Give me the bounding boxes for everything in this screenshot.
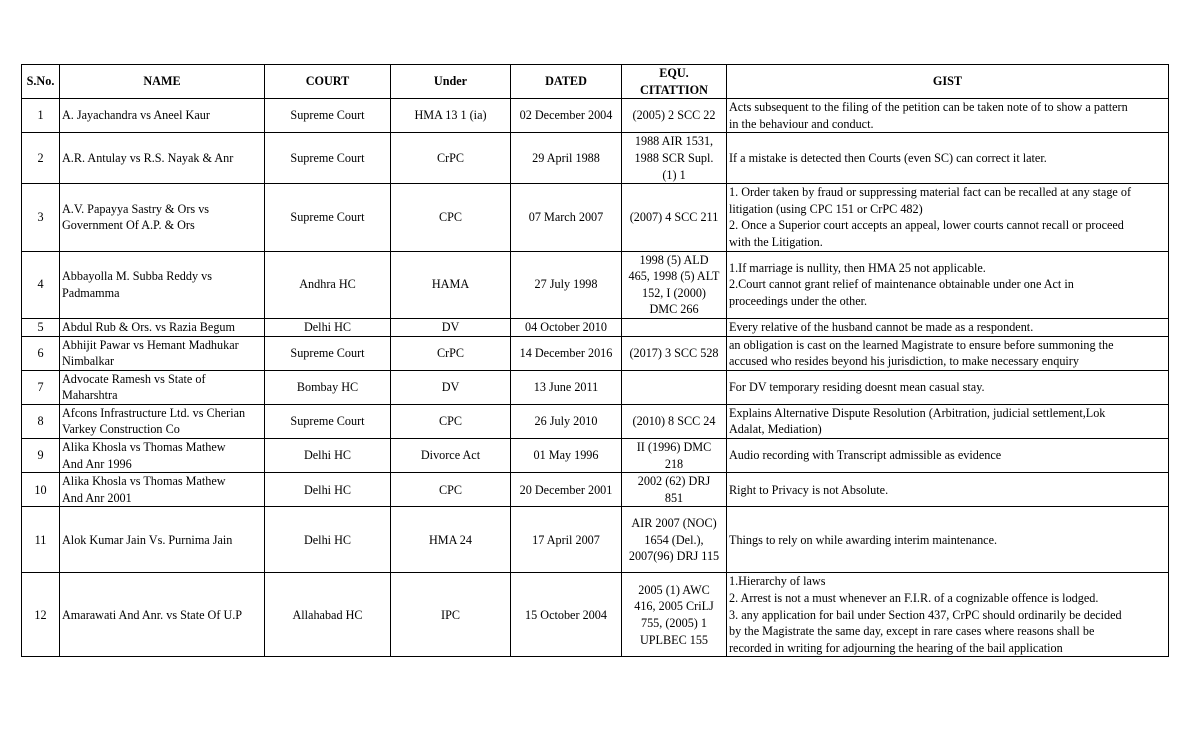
cell-court: Delhi HC: [265, 507, 391, 573]
cell-court: Supreme Court: [265, 184, 391, 251]
cell-name: [60, 473, 265, 507]
cell-under: CrPC: [391, 336, 511, 370]
cell-citation: [622, 473, 727, 507]
cell-citation-line: (2010) 8 SCC 24: [632, 414, 716, 429]
cell-dated: 15 October 2004: [511, 573, 622, 657]
cell-citation-line: (2017) 3 SCC 528: [629, 345, 719, 360]
cell-citation-line: 1998 (5) ALD: [639, 252, 709, 267]
cell-dated: 14 December 2016: [511, 336, 622, 370]
cell-citation-line: (1) 1: [662, 167, 686, 182]
cell-name-line: Maharshtra: [62, 388, 118, 403]
cell-gist-line: accused who resides beyond his jurisdiction, to make necessary enquiry: [729, 354, 1079, 369]
cell-sno: 4: [22, 251, 60, 318]
cell-gist: [727, 573, 1169, 657]
cell-name-line: Government Of A.P. & Ors: [62, 218, 195, 233]
cell-gist-line: 2.Court cannot grant relief of maintenance obtainable under one Act in: [729, 277, 1074, 292]
cell-dated: 26 July 2010: [511, 404, 622, 438]
cell-under: DV: [391, 318, 511, 336]
cell-gist-line: Right to Privacy is not Absolute.: [729, 482, 889, 497]
cell-court: Delhi HC: [265, 318, 391, 336]
cell-gist-line: Things to rely on while awarding interim maintenance.: [729, 532, 998, 547]
cell-citation: [622, 507, 727, 573]
cell-name-line: Alika Khosla vs Thomas Mathew: [62, 474, 226, 489]
cell-sno: 2: [22, 133, 60, 184]
cell-sno: 1: [22, 99, 60, 133]
cell-name-line: Alika Khosla vs Thomas Mathew: [62, 440, 226, 455]
header-court: COURT: [265, 65, 391, 99]
cell-gist-line: by the Magistrate the same day, except in rare cases where reasons shall be: [729, 624, 1095, 639]
cell-gist-line: an obligation is cast on the learned Magistrate to ensure before summoning the: [729, 337, 1114, 352]
cell-gist-line: 1. Order taken by fraud or suppressing material fact can be recalled at any stage of: [729, 185, 1132, 200]
cell-dated: 07 March 2007: [511, 184, 622, 251]
cell-name: [60, 404, 265, 438]
cell-gist: [727, 251, 1169, 318]
cell-gist-line: Adalat, Mediation): [729, 422, 822, 437]
cell-name: [60, 251, 265, 318]
cell-gist-line: with the Litigation.: [729, 234, 823, 249]
cell-sno: 6: [22, 336, 60, 370]
cell-court: Supreme Court: [265, 404, 391, 438]
table-row: [22, 251, 1169, 318]
cell-court: Allahabad HC: [265, 573, 391, 657]
cell-name-line: Varkey Construction Co: [62, 422, 180, 437]
cell-gist-line: 3. any application for bail under Section 437, CrPC should ordinarily be decided: [729, 607, 1122, 622]
cell-name: [60, 99, 265, 133]
cell-citation-line: (2007) 4 SCC 211: [629, 210, 719, 225]
cell-court: Delhi HC: [265, 473, 391, 507]
cell-name: [60, 318, 265, 336]
cell-gist: [727, 99, 1169, 133]
cell-citation: [622, 370, 727, 404]
cell-court: Supreme Court: [265, 99, 391, 133]
cell-gist-line: Explains Alternative Dispute Resolution (Arbitration, judicial settlement,Lok: [729, 405, 1106, 420]
cell-name: [60, 370, 265, 404]
cell-gist: [727, 370, 1169, 404]
cell-citation-line: 851: [664, 490, 684, 505]
cell-citation: [622, 133, 727, 184]
header-gist: GIST: [727, 65, 1169, 99]
cell-dated: 13 June 2011: [511, 370, 622, 404]
table-row: [22, 133, 1169, 184]
cell-citation-line: 2007(96) DRJ 115: [628, 549, 720, 564]
cell-court: Supreme Court: [265, 133, 391, 184]
cell-gist-line: If a mistake is detected then Courts (even SC) can correct it later.: [729, 150, 1047, 165]
cell-under: Divorce Act: [391, 439, 511, 473]
cell-dated: 17 April 2007: [511, 507, 622, 573]
cell-name-line: A.R. Antulay vs R.S. Nayak & Anr: [62, 150, 234, 165]
cell-citation: [622, 99, 727, 133]
cell-gist-line: For DV temporary residing doesnt mean casual stay.: [729, 379, 985, 394]
cell-name-line: Padmamma: [62, 285, 120, 300]
table-row: [22, 370, 1169, 404]
cell-gist-line: 2. Once a Superior court accepts an appeal, lower courts cannot recall or proceed: [729, 218, 1124, 233]
header-citation: [622, 65, 727, 99]
cell-citation-line: DMC 266: [649, 302, 699, 317]
table-row: [22, 439, 1169, 473]
cell-sno: 9: [22, 439, 60, 473]
cell-citation-line: AIR 2007 (NOC): [631, 516, 717, 531]
header-row: [22, 65, 1169, 99]
cell-name: [60, 573, 265, 657]
table-row: [22, 507, 1169, 573]
cell-name-line: And Anr 1996: [62, 456, 132, 471]
cell-name-line: Abbayolla M. Subba Reddy vs: [62, 269, 212, 284]
cell-name: [60, 336, 265, 370]
cell-citation: [622, 336, 727, 370]
cell-citation-line: 416, 2005 CriLJ: [634, 599, 714, 614]
cell-sno: 12: [22, 573, 60, 657]
cell-sno: 3: [22, 184, 60, 251]
header-citation-line: CITATTION: [640, 82, 708, 97]
cell-gist-line: in the behaviour and conduct.: [729, 116, 874, 131]
cell-citation-line: 1654 (Del.),: [644, 532, 704, 547]
cell-name-line: Abdul Rub & Ors. vs Razia Begum: [62, 319, 235, 334]
cell-name: [60, 439, 265, 473]
header-citation-line: EQU.: [659, 66, 689, 80]
cell-citation-line: (2005) 2 SCC 22: [632, 108, 716, 123]
table-row: [22, 336, 1169, 370]
cell-under: IPC: [391, 573, 511, 657]
table-row: [22, 99, 1169, 133]
cell-citation-line: 465, 1998 (5) ALT: [628, 269, 720, 284]
cell-gist-line: Acts subsequent to the filing of the petition can be taken note of to show a pattern: [729, 100, 1128, 115]
cell-citation: [622, 439, 727, 473]
cell-name-line: A. Jayachandra vs Aneel Kaur: [62, 108, 210, 123]
header-sno: S.No.: [22, 65, 60, 99]
cell-citation-line: 1988 AIR 1531,: [634, 134, 714, 149]
cell-name-line: And Anr 2001: [62, 490, 132, 505]
cell-name: [60, 507, 265, 573]
cell-sno: 5: [22, 318, 60, 336]
table-row: [22, 404, 1169, 438]
cell-gist-line: Audio recording with Transcript admissible as evidence: [729, 448, 1002, 463]
cell-citation-line: 2002 (62) DRJ: [637, 474, 711, 489]
cell-name-line: Afcons Infrastructure Ltd. vs Cherian: [62, 405, 246, 420]
cell-gist-line: proceedings under the other.: [729, 294, 868, 309]
header-under: Under: [391, 65, 511, 99]
cell-dated: 02 December 2004: [511, 99, 622, 133]
cell-court: Bombay HC: [265, 370, 391, 404]
cell-citation-line: 218: [664, 456, 684, 471]
cell-sno: 8: [22, 404, 60, 438]
cell-name-line: A.V. Papayya Sastry & Ors vs: [62, 201, 210, 216]
cell-dated: 27 July 1998: [511, 251, 622, 318]
header-dated: DATED: [511, 65, 622, 99]
cell-citation: [622, 573, 727, 657]
cell-sno: 7: [22, 370, 60, 404]
cell-court: Andhra HC: [265, 251, 391, 318]
cell-citation-line: 755, (2005) 1: [640, 615, 707, 630]
cell-under: CPC: [391, 184, 511, 251]
cell-court: Supreme Court: [265, 336, 391, 370]
table-row: [22, 573, 1169, 657]
cell-gist-line: 1.Hierarchy of laws: [729, 574, 826, 589]
cell-sno: 10: [22, 473, 60, 507]
cell-court: Delhi HC: [265, 439, 391, 473]
cell-under: CPC: [391, 473, 511, 507]
cell-gist-line: recorded in writing for adjourning the hearing of the bail application: [729, 640, 1063, 655]
cell-gist: [727, 507, 1169, 573]
cell-citation: [622, 404, 727, 438]
cell-gist: [727, 439, 1169, 473]
cell-dated: 29 April 1988: [511, 133, 622, 184]
cell-citation: [622, 318, 727, 336]
cell-name-line: Alok Kumar Jain Vs. Purnima Jain: [62, 532, 233, 547]
cell-dated: 01 May 1996: [511, 439, 622, 473]
header-name: NAME: [60, 65, 265, 99]
table-row: [22, 473, 1169, 507]
case-law-table: [21, 64, 1169, 657]
cell-name: [60, 133, 265, 184]
cell-name-line: Nimbalkar: [62, 354, 115, 369]
cell-under: HAMA: [391, 251, 511, 318]
cell-citation-line: II (1996) DMC: [636, 440, 712, 455]
cell-gist: [727, 336, 1169, 370]
cell-citation-line: UPLBEC 155: [639, 632, 709, 647]
cell-citation-line: 2005 (1) AWC: [638, 582, 710, 597]
cell-dated: 04 October 2010: [511, 318, 622, 336]
cell-citation-line: 152, I (2000): [642, 285, 706, 300]
table-row: [22, 184, 1169, 251]
cell-gist: [727, 404, 1169, 438]
cell-citation: [622, 184, 727, 251]
cell-gist-line: litigation (using CPC 151 or CrPC 482): [729, 201, 923, 216]
cell-name-line: Abhijit Pawar vs Hemant Madhukar: [62, 337, 239, 352]
cell-name: [60, 184, 265, 251]
cell-name-line: Advocate Ramesh vs State of: [62, 371, 206, 386]
cell-dated: 20 December 2001: [511, 473, 622, 507]
cell-under: HMA 13 1 (ia): [391, 99, 511, 133]
cell-gist: [727, 473, 1169, 507]
cell-gist-line: 1.If marriage is nullity, then HMA 25 not applicable.: [729, 260, 986, 275]
cell-under: CPC: [391, 404, 511, 438]
cell-sno: 11: [22, 507, 60, 573]
cell-gist: [727, 184, 1169, 251]
cell-gist: [727, 133, 1169, 184]
cell-citation: [622, 251, 727, 318]
cell-under: CrPC: [391, 133, 511, 184]
cell-gist-line: 2. Arrest is not a must whenever an F.I.R. of a cognizable offence is lodged.: [729, 591, 1099, 606]
cell-under: HMA 24: [391, 507, 511, 573]
cell-gist-line: Every relative of the husband cannot be made as a respondent.: [729, 319, 1034, 334]
cell-under: DV: [391, 370, 511, 404]
table-row: [22, 318, 1169, 336]
cell-name-line: Amarawati And Anr. vs State Of U.P: [62, 607, 243, 622]
cell-gist: [727, 318, 1169, 336]
cell-citation-line: 1988 SCR Supl.: [634, 150, 714, 165]
